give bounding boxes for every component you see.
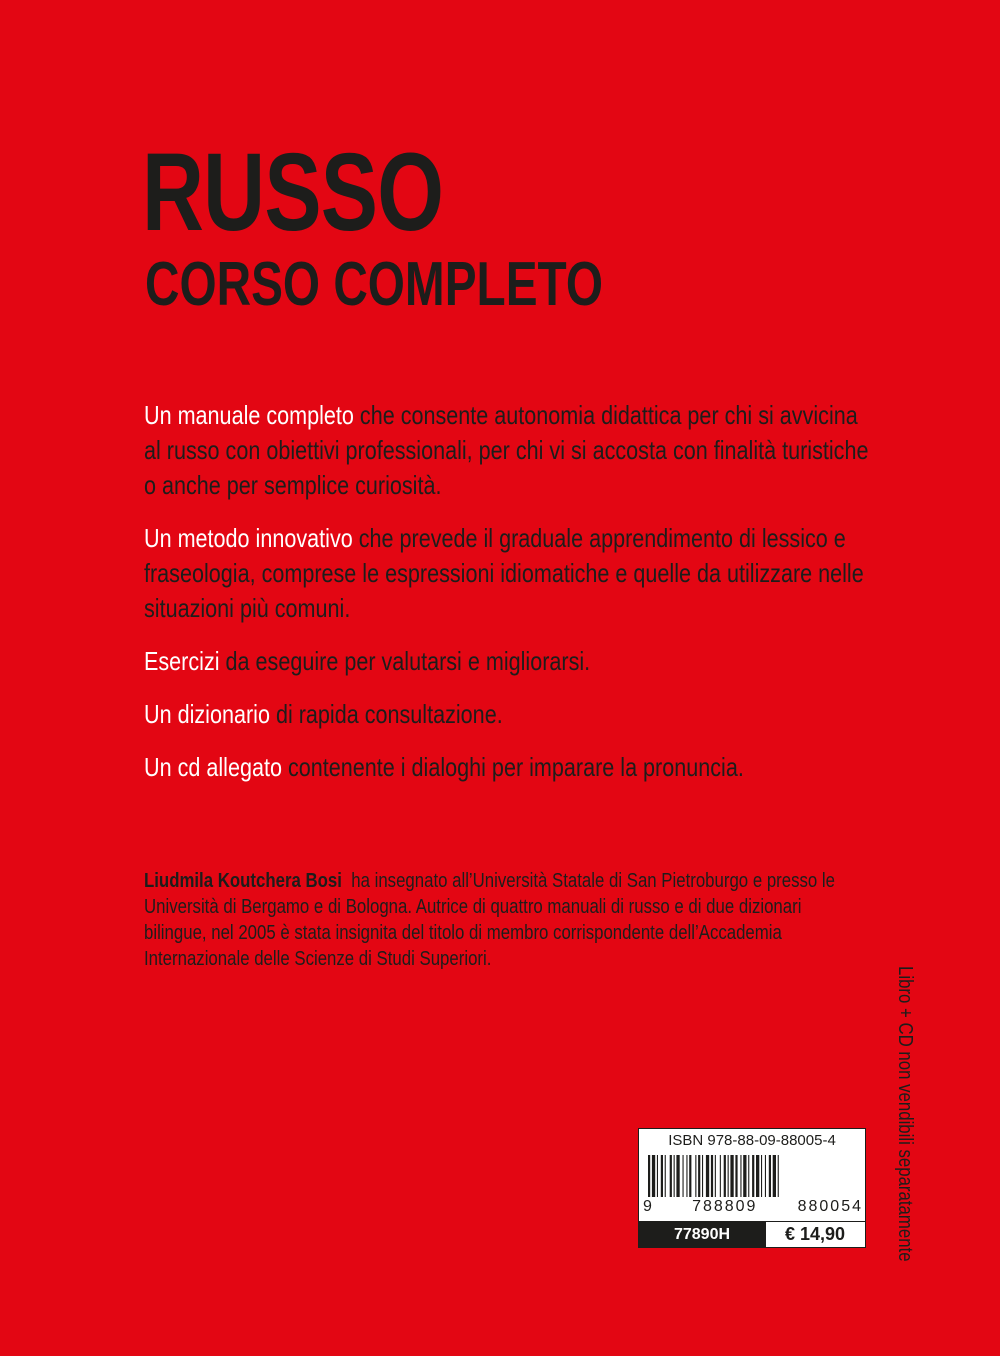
barcode-bar: [769, 1155, 771, 1197]
barcode-bar: [748, 1155, 749, 1197]
barcode-bar: [728, 1155, 729, 1197]
barcode-bar: [698, 1155, 700, 1197]
feature-list: [144, 398, 874, 803]
barcode-bar: [683, 1155, 684, 1197]
barcode-bar: [652, 1155, 655, 1197]
feature-highlight: Un metodo innovativo: [144, 523, 353, 553]
book-title: RUSSO: [142, 131, 444, 254]
barcode-bar: [670, 1155, 672, 1197]
ean-lead-digit: 9: [643, 1198, 652, 1215]
barcode-bar: [674, 1155, 675, 1197]
feature-text: da eseguire per valutarsi e migliorarsi.: [219, 646, 591, 676]
isbn-label: ISBN 978-88-09-88005-4: [668, 1132, 836, 1149]
book-subtitle: CORSO COMPLETO: [145, 250, 603, 319]
barcode-bar: [657, 1155, 658, 1197]
feature-text: che prevede il graduale apprendimento di lessico e fraseologia, comprese le espressioni idiomatiche e quelle da utilizzare nelle situazioni più comuni.: [144, 523, 864, 623]
barcode-bar: [752, 1155, 754, 1197]
barcode-bar: [711, 1155, 713, 1197]
feature-highlight: Esercizi: [144, 646, 220, 676]
barcode-bar: [689, 1155, 691, 1197]
ean-left-group: 788809: [692, 1198, 758, 1215]
feature-highlight: Un dizionario: [144, 699, 270, 729]
barcode-bar: [676, 1155, 679, 1197]
barcode-bar: [702, 1155, 703, 1197]
feature-text: di rapida consultazione.: [269, 699, 503, 729]
barcode-bar: [740, 1155, 741, 1197]
barcode-bar: [706, 1155, 709, 1197]
feature-dictionary: [144, 697, 874, 732]
barcode-bar: [686, 1155, 687, 1197]
barcode-bar: [761, 1155, 762, 1197]
feature-text: che consente autonomia didattica per chi si avvicina al russo con obiettivi professionali, per chi vi si accosta con finalità turistiche o anche per semplice curiosità.: [144, 400, 869, 500]
feature-method: [144, 521, 874, 626]
author-bio: [144, 868, 866, 972]
feature-exercises: [144, 644, 874, 679]
barcode-bar: [661, 1155, 663, 1197]
side-note: Libro + CD non vendibili separatamente: [894, 966, 916, 1262]
barcode-bar: [665, 1155, 666, 1197]
price-label: € 14,90: [765, 1222, 864, 1247]
barcode-bar: [648, 1155, 650, 1197]
barcode-box: [638, 1128, 866, 1248]
barcode-bars: [648, 1155, 858, 1197]
barcode-bar: [724, 1155, 726, 1197]
barcode-bar: [765, 1155, 766, 1197]
barcode-bar: [720, 1155, 721, 1197]
product-code: 77890H: [639, 1222, 765, 1247]
barcode-bar: [778, 1155, 779, 1197]
barcode-bar: [730, 1155, 733, 1197]
feature-manual: [144, 398, 874, 503]
feature-highlight: Un cd allegato: [144, 752, 282, 782]
barcode-bar: [715, 1155, 716, 1197]
barcode-bar: [773, 1155, 776, 1197]
ean-digits: [643, 1198, 863, 1216]
author-name: Liudmila Koutchera Bosi: [144, 870, 342, 892]
feature-text: contenente i dialoghi per imparare la pronuncia.: [281, 752, 744, 782]
barcode-bar: [743, 1155, 746, 1197]
feature-highlight: Un manuale completo: [144, 400, 354, 430]
barcode-bar: [695, 1155, 696, 1197]
author-bio-text: ha insegnato all’Università Statale di San Pietroburgo e presso le Università di Bergamo e di Bologna. Autrice di quattro manuali di russo e di due dizionari bilingue, nel 2005 è stata insignita del titolo di membro corrispondente dell’Accademia Internazionale delle Scienze di Studi Superiori.: [144, 870, 836, 970]
ean-right-group: 880054: [797, 1198, 863, 1215]
barcode-bar: [756, 1155, 759, 1197]
barcode-bar: [735, 1155, 737, 1197]
feature-cd: [144, 750, 874, 785]
